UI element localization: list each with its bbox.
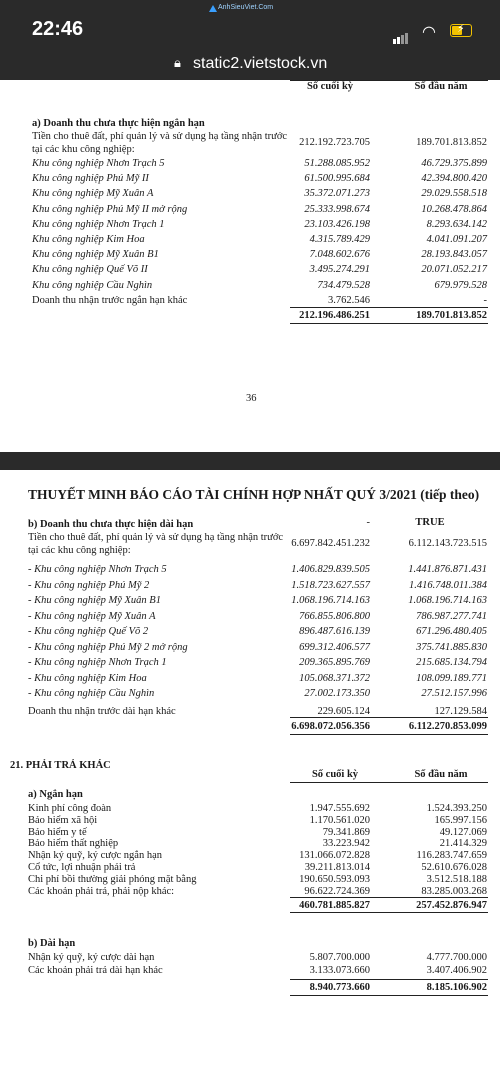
total-cell: 8.940.773.660 [309,982,370,993]
value-cell: 33.223.942 [322,838,370,850]
total-cell: 189.701.813.852 [416,310,487,321]
section-heading: 21. PHẢI TRẢ KHÁC [10,760,111,771]
value-cell: 1.068.196.714.163 [291,595,370,606]
value-cell: 116.283.747.659 [416,850,487,862]
value-cell: 5.807.700.000 [309,952,370,963]
subsection-title: a) Ngắn hạn [28,789,83,800]
total-cell: 212.196.486.251 [299,310,370,321]
value-cell: 46.729.375.899 [421,158,487,169]
value-cell: 51.288.085.952 [304,158,370,169]
value-cell: 23.103.426.198 [304,218,370,230]
value-cell: 49.127.069 [439,826,487,838]
row-label: Khu công nghiệp Phú Mỹ II [32,173,149,185]
status-time: 22:46 [32,18,84,40]
value-cell: 27.002.173.350 [304,688,370,699]
row-label: Doanh thu nhận trước dài hạn khác [28,706,176,717]
section-title: b) Doanh thu chưa thực hiện dài hạn [28,519,194,530]
total-cell: 6.698.072.056.356 [291,721,370,732]
row-label: Khu công nghiệp Cầu Nghìn [32,279,153,291]
value-cell: 1.416.748.011.384 [409,579,487,591]
value-cell: 21.414.329 [439,838,487,850]
value-cell: 4.777.700.000 [426,952,487,963]
row-label: - Khu công nghiệp Nhơn Trạch 1 [28,657,167,668]
value-cell: 766.855.806.800 [299,610,370,622]
row-label: Bảo hiểm thất nghiệp [28,838,119,850]
row-label: Bảo hiểm y tế [28,826,87,838]
intro-line: tại các khu công nghiệp: [28,545,131,556]
value-cell: 3.495.274.291 [309,264,370,276]
value-cell: 3.512.518.188 [426,873,487,885]
value-cell: 39.211.813.014 [304,862,370,873]
value-cell: 4.041.091.207 [426,234,487,245]
rule [290,979,488,980]
subsection-title: b) Dài hạn [28,938,76,949]
value-cell: 61.500.995.684 [304,173,370,185]
value-cell: 20.071.052.217 [421,264,487,276]
value-cell: 83.285.003.268 [421,885,487,897]
rule [290,995,488,996]
value-cell: 786.987.277.741 [416,610,487,622]
value-cell: 215.685.134.794 [416,657,487,668]
watermark-logo-icon [209,5,217,12]
value-cell: 1.947.555.692 [309,803,370,814]
page-number: 36 [246,393,257,404]
row-label: Các khoản phải trả, phải nộp khác: [28,885,175,897]
value-cell: 29.029.558.518 [421,188,487,200]
rule [290,323,488,324]
rule [290,717,488,718]
row-label: Khu công nghiệp Phú Mỹ II mở rộng [32,203,188,215]
value-cell: 190.650.593.093 [299,873,370,885]
value-cell: 6.112.143.723.515 [408,538,487,549]
lock-icon: 🔒︎ [174,56,181,71]
value-cell: 734.479.528 [317,279,370,291]
value-cell: 8.293.634.142 [426,218,487,230]
cellular-signal-icon [393,26,409,44]
value-cell: 105.068.371.372 [299,672,370,684]
value-cell: 108.099.189.771 [416,672,487,684]
total-cell: 8.185.106.902 [426,982,487,993]
status-bar [0,0,500,52]
value-cell: 1.524.393.250 [426,803,487,814]
value-cell: 127.129.584 [434,706,487,717]
header-col-end: Số cuối kỳ [306,81,354,92]
value-cell: 1.441.876.871.431 [408,564,487,575]
rule [290,897,488,898]
value-cell: 165.997.156 [434,814,487,826]
url-text[interactable]: static2.vietstock.vn [193,55,328,72]
row-label: Khu công nghiệp Kim Hoa [32,234,145,245]
value-cell: 1.518.723.627.557 [291,579,370,591]
value-cell: 10.268.478.864 [421,203,487,215]
row-label: Bảo hiểm xã hội [28,814,98,826]
value-cell: 42.394.800.420 [421,173,487,185]
value-cell: 35.372.071.273 [304,188,370,200]
rule [290,307,488,308]
rule [290,734,488,735]
value-cell: 3.407.406.902 [426,964,487,976]
header-col-end: Số cuối kỳ [311,769,359,780]
row-label: Khu công nghiệp Mỹ Xuân B1 [32,249,159,261]
watermark-text: AnhSieuViet.Com [218,4,274,11]
value-cell: 1.170.561.020 [309,814,370,826]
row-label: Cổ tức, lợi nhuận phải trả [28,862,136,873]
value-cell: 212.192.723.705 [299,137,370,148]
rule [290,912,488,913]
value-cell: - [366,517,370,528]
row-label: Nhận ký quỹ, ký cược ngắn hạn [28,850,163,862]
battery-charging-icon: ⚡ [450,24,472,37]
value-cell: - [483,295,487,306]
row-label: - Khu công nghiệp Phú Mỹ 2 mở rộng [28,641,188,653]
page-separator [0,452,500,470]
value-cell: 189.701.813.852 [416,137,487,148]
value-cell: 52.610.676.028 [421,862,487,873]
row-label: Khu công nghiệp Nhơn Trạch 1 [32,218,165,230]
row-label: - Khu công nghiệp Cầu Nghìn [28,688,155,699]
total-cell: 6.112.270.853.099 [408,721,487,732]
value-cell: 7.048.602.676 [309,249,370,261]
row-label: Khu công nghiệp Nhơn Trạch 5 [32,158,165,169]
value-cell: 699.312.406.577 [299,641,370,653]
value-cell: 209.365.895.769 [299,657,370,668]
value-cell: 79.341.869 [322,826,370,838]
row-label: Kinh phí công đoàn [28,803,112,814]
page-title: THUYẾT MINH BÁO CÁO TÀI CHÍNH HỢP NHẤT QUÝ 3/2021 (tiếp theo) [28,487,480,502]
value-cell: 28.193.843.057 [421,249,487,261]
value-cell: 896.487.616.139 [299,626,370,637]
intro-line: Tiền cho thuê đất, phí quản lý và sử dụng hạ tầng nhận trước [28,532,284,543]
rule [290,782,488,783]
value-cell: TRUE [415,517,445,528]
value-cell: 375.741.885.830 [416,641,487,653]
row-label: - Khu công nghiệp Mỹ Xuân B1 [28,595,161,606]
header-col-start: Số đầu năm [414,769,468,780]
address-bar[interactable] [0,52,500,80]
intro-line: tại các khu công nghiệp: [32,144,135,155]
row-label: - Khu công nghiệp Mỹ Xuân A [28,610,156,622]
total-cell: 257.452.876.947 [416,900,487,911]
row-label: Nhận ký quỹ, ký cược dài hạn [28,952,155,963]
value-cell: 679.979.528 [434,279,487,291]
value-cell: 671.296.480.405 [416,626,487,637]
value-cell: 27.512.157.996 [421,688,487,699]
row-label: Khu công nghiệp Quế Võ II [32,264,148,276]
row-label: - Khu công nghiệp Nhơn Trạch 5 [28,564,167,575]
intro-line: Tiền cho thuê đất, phí quản lý và sử dụng hạ tầng nhận trước [32,131,288,142]
section-title: a) Doanh thu chưa thực hiện ngắn hạn [32,118,205,129]
row-label: - Khu công nghiệp Quế Võ 2 [28,626,149,637]
row-label: Doanh thu nhận trước ngắn hạn khác [32,295,188,306]
row-label: - Khu công nghiệp Phú Mỹ 2 [28,579,150,591]
header-col-start: Số đầu năm [414,81,468,92]
value-cell: 131.066.072.828 [299,850,370,862]
wifi-icon: ◠ [422,22,436,41]
total-cell: 460.781.885.827 [299,900,370,911]
value-cell: 3.133.073.660 [309,964,370,976]
row-label: Chi phí bồi thường giải phóng mặt bằng [28,873,197,885]
value-cell: 3.762.546 [328,295,370,306]
row-label: - Khu công nghiệp Kim Hoa [28,672,147,684]
value-cell: 96.622.724.369 [304,885,370,897]
row-label: Các khoản phải trả dài hạn khác [28,964,163,976]
value-cell: 1.068.196.714.163 [408,595,487,606]
value-cell: 25.333.998.674 [304,203,370,215]
row-label: Khu công nghiệp Mỹ Xuân A [32,188,154,200]
value-cell: 1.406.829.839.505 [291,564,370,575]
value-cell: 6.697.842.451.232 [291,538,370,549]
value-cell: 4.315.789.429 [309,234,370,245]
value-cell: 229.605.124 [317,706,370,717]
